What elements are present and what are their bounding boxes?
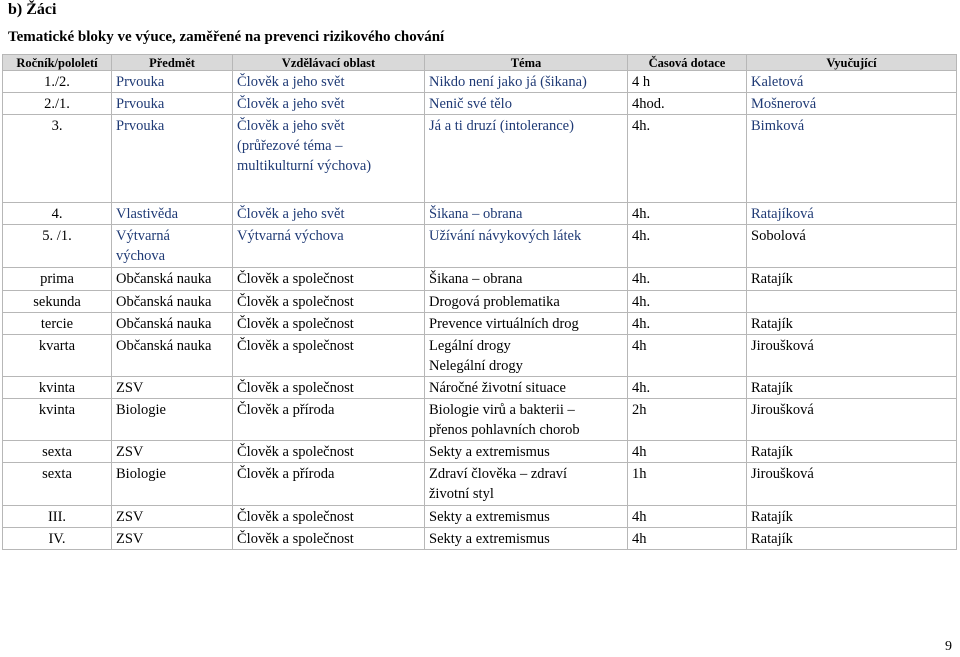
table-cell-rocnik: kvinta (3, 399, 112, 441)
table-cell-rocnik: 5. /1. (3, 225, 112, 268)
table-cell-rocnik: III. (3, 506, 112, 528)
table-cell-oblast: Člověk a společnost (233, 291, 425, 313)
table-cell-dotace: 4h (628, 335, 747, 377)
table-cell-vyucujici: Jiroušková (747, 335, 957, 377)
section-subheading: Tematické bloky ve výuce, zaměřené na prevenci rizikového chování (8, 29, 445, 45)
table-cell-oblast: Člověk a společnost (233, 377, 425, 399)
table-cell-dotace: 4h. (628, 115, 747, 203)
table-cell-predmet: Vlastivěda (112, 203, 233, 225)
table-row (3, 268, 957, 291)
column-header: Téma (425, 55, 628, 71)
table-cell-dotace: 4hod. (628, 93, 747, 115)
table-cell-predmet: ZSV (112, 441, 233, 463)
table-cell-tema: Užívání návykových látek (425, 225, 628, 268)
table-cell-rocnik: 2./1. (3, 93, 112, 115)
table-cell-oblast: Člověk a jeho svět (233, 71, 425, 93)
table-cell-predmet: Biologie (112, 463, 233, 506)
table-cell-oblast: Člověk a společnost (233, 268, 425, 291)
table-cell-oblast: Člověk a příroda (233, 463, 425, 506)
table-cell-dotace: 4h (628, 441, 747, 463)
table-cell-oblast: Člověk a společnost (233, 506, 425, 528)
table-row (3, 335, 957, 377)
table-cell-vyucujici: Mošnerová (747, 93, 957, 115)
table-cell-oblast: Člověk a jeho svět (233, 93, 425, 115)
table-cell-tema: Sekty a extremismus (425, 506, 628, 528)
table-cell-rocnik: tercie (3, 313, 112, 335)
table-row (3, 115, 957, 203)
table-row (3, 506, 957, 528)
table-cell-vyucujici: Kaletová (747, 71, 957, 93)
table-cell-tema: Drogová problematika (425, 291, 628, 313)
table-cell-rocnik: kvarta (3, 335, 112, 377)
table-cell-predmet: Biologie (112, 399, 233, 441)
column-header: Vyučující (747, 55, 957, 71)
table-cell-predmet: Občanská nauka (112, 291, 233, 313)
table-cell-predmet: ZSV (112, 506, 233, 528)
table-cell-predmet: Prvouka (112, 93, 233, 115)
table-cell-dotace: 4 h (628, 71, 747, 93)
table-cell-vyucujici: Jiroušková (747, 399, 957, 441)
table-cell-dotace: 4h. (628, 377, 747, 399)
table-cell-predmet: Výtvarná výchova (112, 225, 233, 268)
table-cell-dotace: 4h. (628, 313, 747, 335)
table-cell-tema: Prevence virtuálních drog (425, 313, 628, 335)
table-body (3, 71, 957, 550)
table-cell-tema: Šikana – obrana (425, 268, 628, 291)
table-cell-tema: Biologie virů a bakterii – přenos pohlavních chorob (425, 399, 628, 441)
table-cell-vyucujici: Bimková (747, 115, 957, 203)
table-cell-dotace: 4h. (628, 203, 747, 225)
table-cell-vyucujici: Ratajík (747, 528, 957, 550)
table-row (3, 225, 957, 268)
table-cell-vyucujici: Ratajíková (747, 203, 957, 225)
table-cell-predmet: Prvouka (112, 115, 233, 203)
table-cell-tema: Sekty a extremismus (425, 441, 628, 463)
table-cell-vyucujici: Ratajík (747, 268, 957, 291)
table-cell-oblast: Člověk a společnost (233, 335, 425, 377)
column-header: Předmět (112, 55, 233, 71)
table-row (3, 377, 957, 399)
table-cell-vyucujici: Ratajík (747, 313, 957, 335)
table-row (3, 313, 957, 335)
table-cell-oblast: Člověk a společnost (233, 528, 425, 550)
table-row (3, 528, 957, 550)
table-cell-vyucujici: Ratajík (747, 506, 957, 528)
table-row (3, 71, 957, 93)
table-cell-rocnik: sexta (3, 463, 112, 506)
column-header: Ročník/pololetí (3, 55, 112, 71)
table-header-row (3, 55, 957, 71)
table-cell-rocnik: sekunda (3, 291, 112, 313)
table-cell-rocnik: 3. (3, 115, 112, 203)
table-cell-vyucujici: Jiroušková (747, 463, 957, 506)
table-row (3, 399, 957, 441)
table-cell-oblast: Člověk a jeho svět (233, 203, 425, 225)
table-row (3, 441, 957, 463)
table-row (3, 463, 957, 506)
table-cell-tema: Já a ti druzí (intolerance) (425, 115, 628, 203)
table-cell-dotace: 4h. (628, 268, 747, 291)
page-number: 9 (945, 639, 952, 654)
table-cell-tema: Sekty a extremismus (425, 528, 628, 550)
table-cell-vyucujici: Sobolová (747, 225, 957, 268)
table-row (3, 93, 957, 115)
table-cell-oblast: Výtvarná výchova (233, 225, 425, 268)
table-cell-dotace: 2h (628, 399, 747, 441)
table-cell-predmet: ZSV (112, 528, 233, 550)
table-cell-predmet: Prvouka (112, 71, 233, 93)
table-cell-rocnik: kvinta (3, 377, 112, 399)
table-cell-predmet: ZSV (112, 377, 233, 399)
table-cell-rocnik: 4. (3, 203, 112, 225)
table-cell-vyucujici: Ratajík (747, 377, 957, 399)
table-cell-predmet: Občanská nauka (112, 268, 233, 291)
section-heading: b) Žáci (8, 1, 57, 18)
table-cell-vyucujici (747, 291, 957, 313)
table-cell-predmet: Občanská nauka (112, 335, 233, 377)
table-cell-oblast: Člověk a příroda (233, 399, 425, 441)
column-header: Vzdělávací oblast (233, 55, 425, 71)
table-cell-predmet: Občanská nauka (112, 313, 233, 335)
table-cell-oblast: Člověk a společnost (233, 441, 425, 463)
table-cell-tema: Nenič své tělo (425, 93, 628, 115)
table-cell-dotace: 4h. (628, 291, 747, 313)
table-cell-dotace: 4h (628, 506, 747, 528)
table-row (3, 203, 957, 225)
table-cell-rocnik: 1./2. (3, 71, 112, 93)
table-cell-rocnik: sexta (3, 441, 112, 463)
table-cell-tema: Nikdo není jako já (šikana) (425, 71, 628, 93)
table-cell-dotace: 4h (628, 528, 747, 550)
table-cell-vyucujici: Ratajík (747, 441, 957, 463)
table-cell-rocnik: IV. (3, 528, 112, 550)
table-cell-tema: Náročné životní situace (425, 377, 628, 399)
column-header: Časová dotace (628, 55, 747, 71)
table-cell-tema: Zdraví člověka – zdraví životní styl (425, 463, 628, 506)
table-cell-tema: Šikana – obrana (425, 203, 628, 225)
table-row (3, 291, 957, 313)
table-cell-dotace: 4h. (628, 225, 747, 268)
table-cell-oblast: Člověk a společnost (233, 313, 425, 335)
table-cell-dotace: 1h (628, 463, 747, 506)
table-cell-oblast: Člověk a jeho svět (průřezové téma – multikulturní výchova) (233, 115, 425, 203)
table-cell-tema: Legální drogy Nelegální drogy (425, 335, 628, 377)
table-cell-rocnik: prima (3, 268, 112, 291)
prevention-topics-table (2, 54, 957, 550)
